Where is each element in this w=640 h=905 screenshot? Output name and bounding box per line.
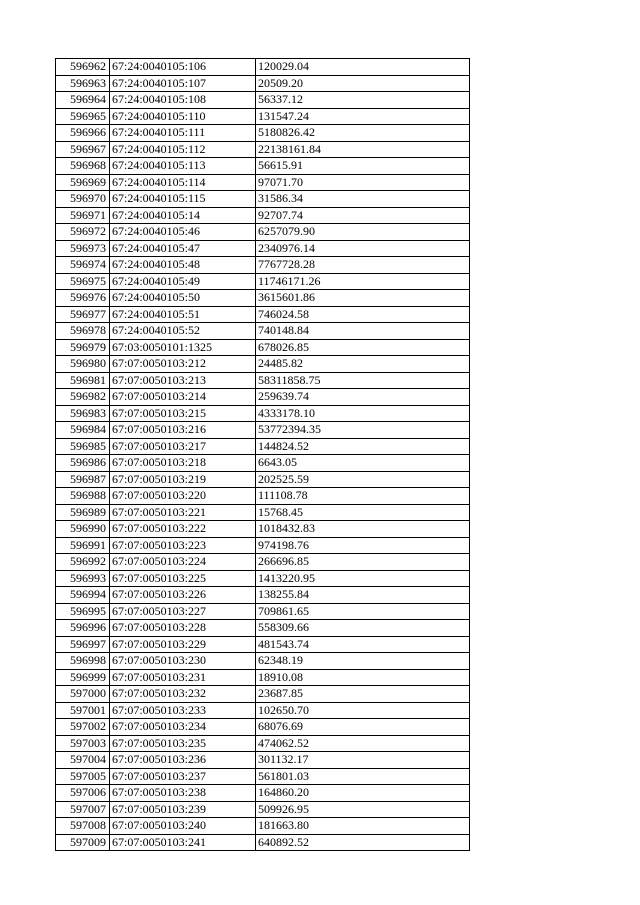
value-cell: 53772394.35 xyxy=(256,422,470,439)
table-row xyxy=(56,306,470,323)
value-cell: 23687.85 xyxy=(256,686,470,703)
value-cell: 3615601.86 xyxy=(256,290,470,307)
cadastral-number-cell: 67:07:0050103:225 xyxy=(110,570,256,587)
table-row xyxy=(56,240,470,257)
value-cell: 7767728.28 xyxy=(256,257,470,274)
value-cell: 974198.76 xyxy=(256,537,470,554)
cadastral-number-cell: 67:24:0040105:52 xyxy=(110,323,256,340)
row-number-cell: 596986 xyxy=(56,455,110,472)
cadastral-number-cell: 67:07:0050103:234 xyxy=(110,719,256,736)
cadastral-number-cell: 67:24:0040105:115 xyxy=(110,191,256,208)
cadastral-number-cell: 67:07:0050103:215 xyxy=(110,405,256,422)
table-row xyxy=(56,389,470,406)
row-number-cell: 596973 xyxy=(56,240,110,257)
cadastral-number-cell: 67:24:0040105:14 xyxy=(110,207,256,224)
row-number-cell: 596996 xyxy=(56,620,110,637)
row-number-cell: 597008 xyxy=(56,818,110,835)
cadastral-number-cell: 67:07:0050103:218 xyxy=(110,455,256,472)
value-cell: 102650.70 xyxy=(256,702,470,719)
table-row xyxy=(56,125,470,142)
value-cell: 97071.70 xyxy=(256,174,470,191)
row-number-cell: 596976 xyxy=(56,290,110,307)
table-row xyxy=(56,59,470,76)
table-row xyxy=(56,356,470,373)
table-row xyxy=(56,438,470,455)
row-number-cell: 596991 xyxy=(56,537,110,554)
value-cell: 5180826.42 xyxy=(256,125,470,142)
row-number-cell: 596998 xyxy=(56,653,110,670)
value-cell: 640892.52 xyxy=(256,834,470,851)
table-row xyxy=(56,273,470,290)
table-row xyxy=(56,257,470,274)
table-body xyxy=(56,59,470,851)
row-number-cell: 596975 xyxy=(56,273,110,290)
value-cell: 301132.17 xyxy=(256,752,470,769)
table-row xyxy=(56,669,470,686)
cadastral-number-cell: 67:07:0050103:232 xyxy=(110,686,256,703)
row-number-cell: 596965 xyxy=(56,108,110,125)
row-number-cell: 596974 xyxy=(56,257,110,274)
row-number-cell: 596980 xyxy=(56,356,110,373)
cadastral-number-cell: 67:24:0040105:114 xyxy=(110,174,256,191)
row-number-cell: 596985 xyxy=(56,438,110,455)
value-cell: 131547.24 xyxy=(256,108,470,125)
row-number-cell: 596987 xyxy=(56,471,110,488)
cadastral-number-cell: 67:03:0050101:1325 xyxy=(110,339,256,356)
table-row xyxy=(56,620,470,637)
table-row xyxy=(56,504,470,521)
cadastral-number-cell: 67:07:0050103:229 xyxy=(110,636,256,653)
row-number-cell: 596990 xyxy=(56,521,110,538)
row-number-cell: 596970 xyxy=(56,191,110,208)
row-number-cell: 596982 xyxy=(56,389,110,406)
value-cell: 164860.20 xyxy=(256,785,470,802)
row-number-cell: 596962 xyxy=(56,59,110,76)
cadastral-number-cell: 67:24:0040105:108 xyxy=(110,92,256,109)
value-cell: 266696.85 xyxy=(256,554,470,571)
cadastral-number-cell: 67:24:0040105:106 xyxy=(110,59,256,76)
cadastral-number-cell: 67:07:0050103:228 xyxy=(110,620,256,637)
cadastral-number-cell: 67:24:0040105:113 xyxy=(110,158,256,175)
value-cell: 22138161.84 xyxy=(256,141,470,158)
cadastral-number-cell: 67:07:0050103:214 xyxy=(110,389,256,406)
cadastral-number-cell: 67:24:0040105:51 xyxy=(110,306,256,323)
cadastral-value-table xyxy=(55,58,470,851)
cadastral-number-cell: 67:07:0050103:223 xyxy=(110,537,256,554)
row-number-cell: 596963 xyxy=(56,75,110,92)
table-row xyxy=(56,818,470,835)
value-cell: 56337.12 xyxy=(256,92,470,109)
value-cell: 558309.66 xyxy=(256,620,470,637)
table-row xyxy=(56,521,470,538)
value-cell: 1413220.95 xyxy=(256,570,470,587)
cadastral-number-cell: 67:24:0040105:47 xyxy=(110,240,256,257)
row-number-cell: 596983 xyxy=(56,405,110,422)
value-cell: 138255.84 xyxy=(256,587,470,604)
cadastral-number-cell: 67:24:0040105:50 xyxy=(110,290,256,307)
row-number-cell: 596989 xyxy=(56,504,110,521)
row-number-cell: 596968 xyxy=(56,158,110,175)
row-number-cell: 597005 xyxy=(56,768,110,785)
value-cell: 709861.65 xyxy=(256,603,470,620)
cadastral-number-cell: 67:07:0050103:226 xyxy=(110,587,256,604)
value-cell: 120029.04 xyxy=(256,59,470,76)
cadastral-number-cell: 67:07:0050103:224 xyxy=(110,554,256,571)
cadastral-number-cell: 67:07:0050103:233 xyxy=(110,702,256,719)
table-row xyxy=(56,290,470,307)
cadastral-number-cell: 67:07:0050103:217 xyxy=(110,438,256,455)
row-number-cell: 596988 xyxy=(56,488,110,505)
table-row xyxy=(56,339,470,356)
row-number-cell: 596997 xyxy=(56,636,110,653)
row-number-cell: 596994 xyxy=(56,587,110,604)
row-number-cell: 596995 xyxy=(56,603,110,620)
value-cell: 481543.74 xyxy=(256,636,470,653)
cadastral-number-cell: 67:24:0040105:48 xyxy=(110,257,256,274)
cadastral-number-cell: 67:07:0050103:222 xyxy=(110,521,256,538)
table-row xyxy=(56,75,470,92)
value-cell: 181663.80 xyxy=(256,818,470,835)
table-row xyxy=(56,636,470,653)
value-cell: 62348.19 xyxy=(256,653,470,670)
cadastral-number-cell: 67:07:0050103:239 xyxy=(110,801,256,818)
table-row xyxy=(56,834,470,851)
cadastral-number-cell: 67:07:0050103:219 xyxy=(110,471,256,488)
cadastral-number-cell: 67:07:0050103:230 xyxy=(110,653,256,670)
cadastral-number-cell: 67:24:0040105:111 xyxy=(110,125,256,142)
table-row xyxy=(56,752,470,769)
table-row xyxy=(56,158,470,175)
cadastral-number-cell: 67:07:0050103:241 xyxy=(110,834,256,851)
cadastral-number-cell: 67:24:0040105:107 xyxy=(110,75,256,92)
table-row xyxy=(56,587,470,604)
value-cell: 111108.78 xyxy=(256,488,470,505)
table-row xyxy=(56,471,470,488)
cadastral-number-cell: 67:07:0050103:235 xyxy=(110,735,256,752)
value-cell: 561801.03 xyxy=(256,768,470,785)
value-cell: 6257079.90 xyxy=(256,224,470,241)
value-cell: 18910.08 xyxy=(256,669,470,686)
value-cell: 509926.95 xyxy=(256,801,470,818)
value-cell: 678026.85 xyxy=(256,339,470,356)
value-cell: 6643.05 xyxy=(256,455,470,472)
table-row xyxy=(56,801,470,818)
value-cell: 740148.84 xyxy=(256,323,470,340)
data-table-container xyxy=(55,58,470,851)
table-row xyxy=(56,768,470,785)
table-row xyxy=(56,455,470,472)
table-row xyxy=(56,405,470,422)
cadastral-number-cell: 67:24:0040105:49 xyxy=(110,273,256,290)
cadastral-number-cell: 67:07:0050103:213 xyxy=(110,372,256,389)
cadastral-number-cell: 67:07:0050103:227 xyxy=(110,603,256,620)
value-cell: 24485.82 xyxy=(256,356,470,373)
value-cell: 4333178.10 xyxy=(256,405,470,422)
row-number-cell: 597007 xyxy=(56,801,110,818)
table-row xyxy=(56,719,470,736)
value-cell: 2340976.14 xyxy=(256,240,470,257)
row-number-cell: 597009 xyxy=(56,834,110,851)
table-row xyxy=(56,702,470,719)
row-number-cell: 596966 xyxy=(56,125,110,142)
value-cell: 20509.20 xyxy=(256,75,470,92)
row-number-cell: 597000 xyxy=(56,686,110,703)
value-cell: 259639.74 xyxy=(256,389,470,406)
row-number-cell: 596981 xyxy=(56,372,110,389)
row-number-cell: 596999 xyxy=(56,669,110,686)
cadastral-number-cell: 67:07:0050103:220 xyxy=(110,488,256,505)
value-cell: 1018432.83 xyxy=(256,521,470,538)
row-number-cell: 596978 xyxy=(56,323,110,340)
value-cell: 68076.69 xyxy=(256,719,470,736)
row-number-cell: 596971 xyxy=(56,207,110,224)
table-row xyxy=(56,686,470,703)
cadastral-number-cell: 67:07:0050103:236 xyxy=(110,752,256,769)
cadastral-number-cell: 67:07:0050103:238 xyxy=(110,785,256,802)
table-row xyxy=(56,174,470,191)
cadastral-number-cell: 67:07:0050103:212 xyxy=(110,356,256,373)
value-cell: 474062.52 xyxy=(256,735,470,752)
row-number-cell: 597006 xyxy=(56,785,110,802)
cadastral-number-cell: 67:07:0050103:216 xyxy=(110,422,256,439)
table-row xyxy=(56,372,470,389)
cadastral-number-cell: 67:07:0050103:231 xyxy=(110,669,256,686)
cadastral-number-cell: 67:24:0040105:110 xyxy=(110,108,256,125)
row-number-cell: 596977 xyxy=(56,306,110,323)
value-cell: 202525.59 xyxy=(256,471,470,488)
row-number-cell: 596964 xyxy=(56,92,110,109)
value-cell: 56615.91 xyxy=(256,158,470,175)
row-number-cell: 596984 xyxy=(56,422,110,439)
row-number-cell: 596992 xyxy=(56,554,110,571)
row-number-cell: 597004 xyxy=(56,752,110,769)
table-row xyxy=(56,570,470,587)
table-row xyxy=(56,735,470,752)
value-cell: 11746171.26 xyxy=(256,273,470,290)
table-row xyxy=(56,554,470,571)
table-row xyxy=(56,207,470,224)
row-number-cell: 596972 xyxy=(56,224,110,241)
table-row xyxy=(56,488,470,505)
value-cell: 31586.34 xyxy=(256,191,470,208)
row-number-cell: 596967 xyxy=(56,141,110,158)
cadastral-number-cell: 67:07:0050103:221 xyxy=(110,504,256,521)
cadastral-number-cell: 67:07:0050103:240 xyxy=(110,818,256,835)
cadastral-number-cell: 67:07:0050103:237 xyxy=(110,768,256,785)
table-row xyxy=(56,653,470,670)
table-row xyxy=(56,785,470,802)
table-row xyxy=(56,92,470,109)
table-row xyxy=(56,108,470,125)
value-cell: 92707.74 xyxy=(256,207,470,224)
table-row xyxy=(56,191,470,208)
row-number-cell: 596969 xyxy=(56,174,110,191)
table-row xyxy=(56,224,470,241)
value-cell: 15768.45 xyxy=(256,504,470,521)
value-cell: 144824.52 xyxy=(256,438,470,455)
cadastral-number-cell: 67:24:0040105:112 xyxy=(110,141,256,158)
row-number-cell: 597003 xyxy=(56,735,110,752)
table-row xyxy=(56,603,470,620)
value-cell: 58311858.75 xyxy=(256,372,470,389)
table-row xyxy=(56,537,470,554)
cadastral-number-cell: 67:24:0040105:46 xyxy=(110,224,256,241)
value-cell: 746024.58 xyxy=(256,306,470,323)
table-row xyxy=(56,323,470,340)
table-row xyxy=(56,141,470,158)
row-number-cell: 596979 xyxy=(56,339,110,356)
row-number-cell: 597002 xyxy=(56,719,110,736)
table-row xyxy=(56,422,470,439)
row-number-cell: 596993 xyxy=(56,570,110,587)
row-number-cell: 597001 xyxy=(56,702,110,719)
